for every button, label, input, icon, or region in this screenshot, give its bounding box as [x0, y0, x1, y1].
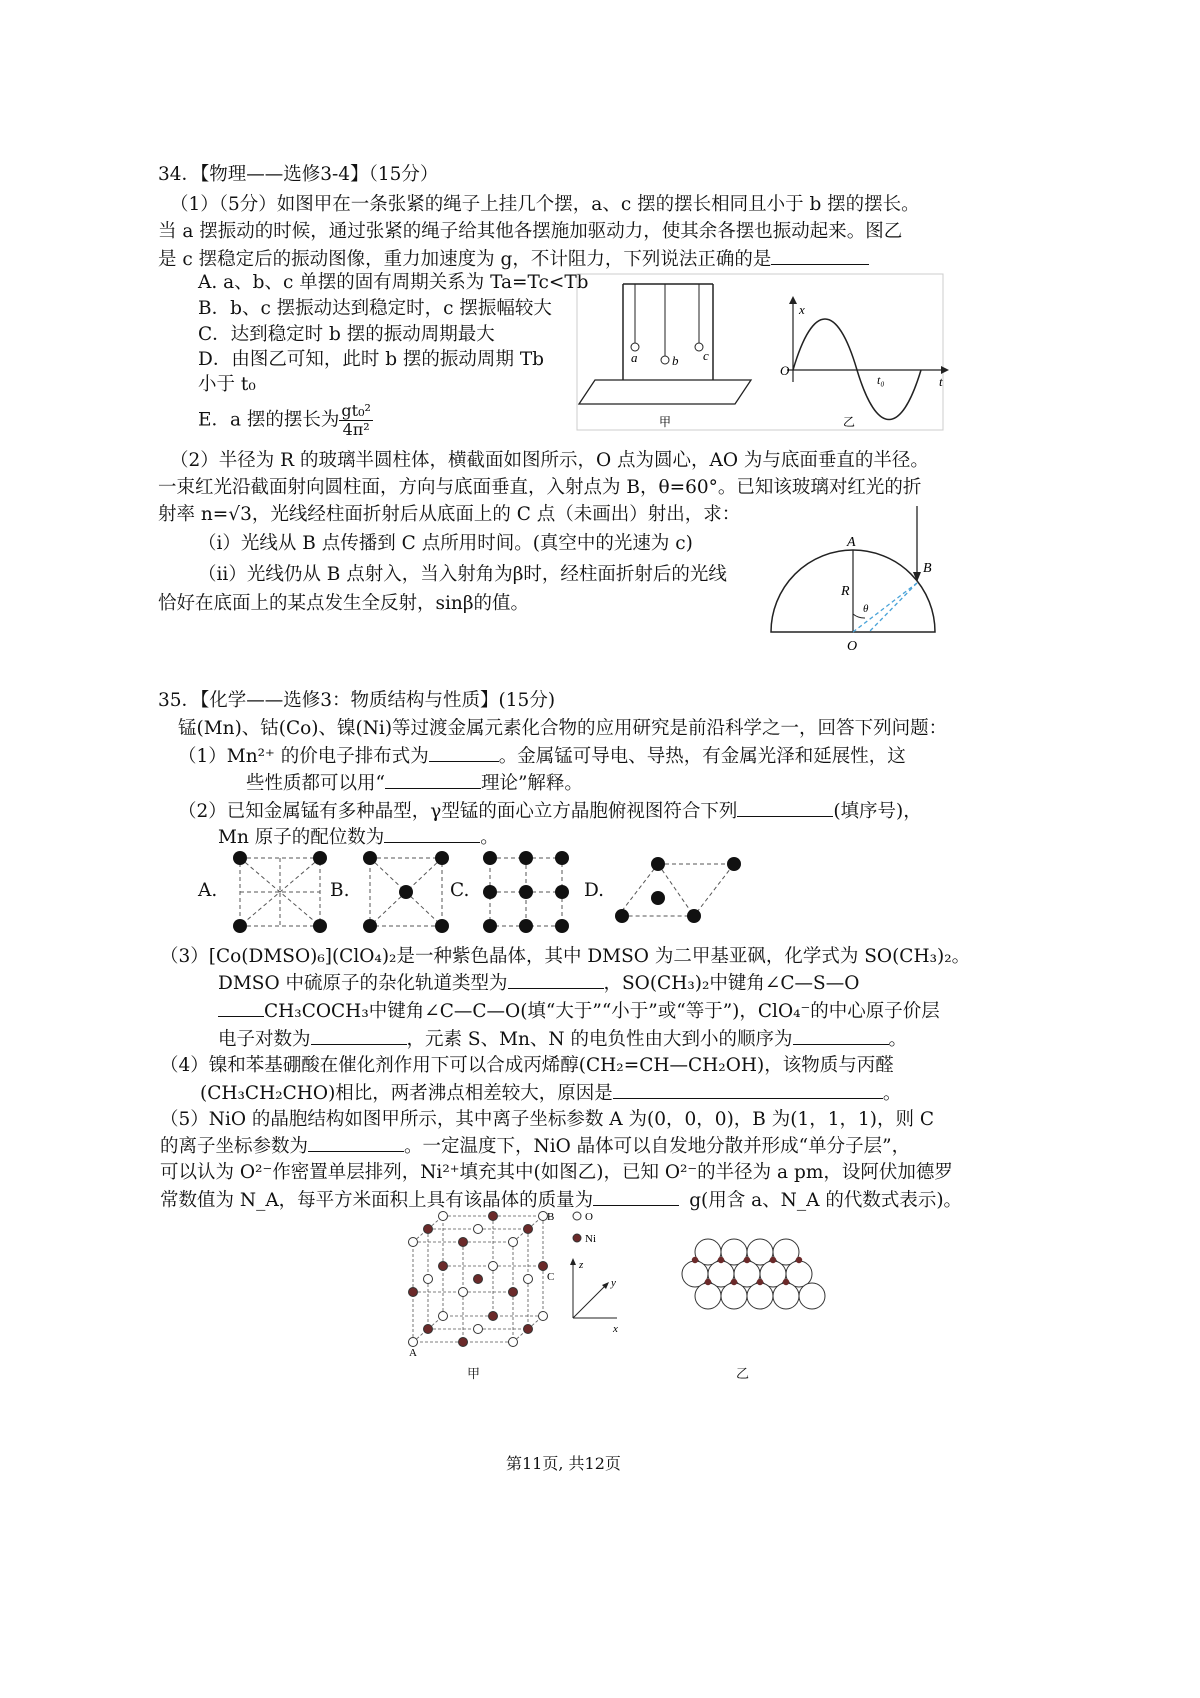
point-a-label: A [847, 535, 856, 550]
q35-s2-line1: （2）已知金属锰有多种晶型，γ型锰的面心立方晶胞俯视图符合下列 (填序号)， [178, 798, 922, 825]
q35-s2-line2: Mn 原子的配位数为 。 [218, 824, 499, 851]
answer-blank[interactable] [593, 1187, 679, 1206]
figure-yi-caption: 乙 [843, 415, 856, 429]
graph-origin-label: O [780, 363, 790, 378]
answer-blank[interactable] [508, 970, 604, 989]
radius-r-label: R [841, 584, 850, 599]
nio-figure-yi-caption: 乙 [736, 1367, 750, 1382]
nio-cell-figure [405, 1210, 665, 1359]
cube-c-label: C [547, 1271, 555, 1283]
q35-s3-line2: DMSO 中硫原子的杂化轨道类型为 ，SO(CH₃)₂中键角∠C—S—O [218, 970, 859, 997]
q34-option-b: B．b、c 摆振动达到稳定时，c 摆振幅较大 [198, 298, 552, 319]
answer-blank[interactable] [737, 798, 833, 817]
choice-b-diagram [364, 852, 454, 932]
q35-header: 35．【化学——选修3：物质结构与性质】(15分) [158, 690, 556, 711]
graph-x-label: x [799, 302, 805, 317]
figure-jia-caption: 甲 [659, 415, 672, 429]
semicircle-figure [765, 500, 945, 660]
cube-b-label: B [547, 1211, 555, 1223]
monolayer-figure [678, 1238, 828, 1348]
q35-s4-line1: （4）镍和苯基硼酸在催化剂作用下可以合成丙烯醇(CH₂=CH—CH₂OH)，该物质与丙醛 [160, 1055, 894, 1076]
legend-ni-label: Ni [585, 1233, 596, 1245]
point-o-label: O [847, 639, 858, 654]
page-number-footer: 第11页, 共12页 [506, 1454, 621, 1473]
q35-s5-line4: 常数值为 N_A，每平方米面积上具有该晶体的质量为 g(用含 a、N_A 的代数式表示)。 [160, 1187, 962, 1214]
axis-x-label: x [613, 1323, 618, 1335]
answer-blank[interactable] [429, 743, 499, 762]
q35-s5-line3: 可以认为 O²⁻作密置单层排列，Ni²⁺填充其中(如图乙)，已知 O²⁻的半径为 a pm，设阿伏加德罗 [160, 1162, 953, 1183]
pendulum-c-label: c [703, 348, 709, 363]
graph-t-label: t [939, 374, 943, 389]
q35-s5-line1: （5）NiO 的晶胞结构如图甲所示，其中离子坐标参数 A 为(0，0，0)，B 为(1，1，1)，则 C [160, 1109, 935, 1130]
choice-b-label: B. [330, 880, 350, 901]
q35-s1-line2: 些性质都可以用“ 理论”解释。 [246, 770, 583, 797]
q34-p1-line3: 是 c 摆稳定后的振动图像，重力加速度为 g，不计阻力，下列说法正确的是 [158, 246, 869, 273]
nio-figure-jia-caption: 甲 [467, 1367, 481, 1382]
q34-p2-part-ii-line1: （ii）光线仍从 B 点射入，当入射角为β时，经柱面折射后的光线 [198, 564, 727, 585]
q34-header: 34．【物理——选修3-4】（15分） [158, 164, 439, 185]
q34-p2-line3: 射率 n=√3，光线经柱面折射后从底面上的 C 点（未画出）射出，求： [158, 504, 741, 525]
q34-p2-line2: 一束红光沿截面射向圆柱面，方向与底面垂直，入射点为 B，θ=60°。已知该玻璃对红光的折 [158, 477, 922, 498]
point-b-label: B [923, 561, 932, 576]
pendulum-b-label: b [672, 353, 679, 368]
q35-s5-line2: 的离子坐标参数为 。一定温度下，NiO 晶体可以自发地分散并形成“单分子层”， [160, 1133, 910, 1160]
answer-blank[interactable] [308, 1133, 404, 1152]
q34-option-e: E．a 摆的摆长为 $\frac{\text{gt₀²}}{\text{4π²}}$ [198, 401, 371, 439]
q34-option-d-line2: 小于 t₀ [198, 374, 256, 395]
q35-s3-line3: CH₃COCH₃中键角∠C—C—O(填“大于”“小于”或“等于”)，ClO₄⁻的中心原子价层 [218, 998, 940, 1025]
q35-intro: 锰(Mn)、钴(Co)、镍(Ni)等过渡金属元素化合物的应用研究是前沿科学之一，回答下列问题： [178, 718, 948, 739]
cube-a-label: A [409, 1347, 417, 1359]
q34-p1-line2: 当 a 摆振动的时候，通过张紧的绳子给其他各摆施加驱动力，使其余各摆也振动起来。图乙 [158, 221, 903, 242]
q35-s4-line2: (CH₃CH₂CHO)相比，两者沸点相差较大，原因是 。 [200, 1080, 901, 1107]
q34-p1-line1: （1）（5分）如图甲在一条张紧的绳子上挂几个摆，a、c 摆的摆长相同且小于 b 摆的摆长。 [170, 194, 920, 215]
theta-label: θ [863, 603, 869, 615]
pendulum-a-label: a [631, 350, 638, 365]
choice-c-label: C. [450, 880, 470, 901]
answer-blank[interactable] [384, 824, 480, 843]
q34-p2-part-i: （i）光线从 B 点传播到 C 点所用时间。(真空中的光速为 c) [198, 533, 693, 554]
axis-z-label: z [579, 1259, 584, 1271]
answer-blank[interactable] [771, 246, 869, 265]
q35-s3-line1: （3）[Co(DMSO)₆](ClO₄)₂是一种紫色晶体，其中 DMSO 为二甲基亚砜，化学式为 SO(CH₃)₂。 [160, 946, 971, 967]
q34-option-d-line1: D．由图乙可知，此时 b 摆的振动周期 Tb [198, 349, 545, 370]
choice-c-diagram [484, 852, 574, 932]
pendulum-length-fraction: $\frac{\text{gt₀²}}{\text{4π²}}$ [341, 401, 371, 439]
choice-d-label: D. [584, 880, 605, 901]
answer-blank[interactable] [793, 1026, 889, 1045]
answer-blank[interactable] [311, 1026, 407, 1045]
choice-d-diagram [618, 852, 748, 932]
answer-blank[interactable] [385, 770, 481, 789]
choice-a-diagram [234, 852, 334, 932]
choice-a-label: A. [198, 880, 218, 901]
q34-p2-part-ii-line2: 恰好在底面上的某点发生全反射，sinβ的值。 [158, 593, 530, 614]
q34-option-a: A. a、b、c 单摆的固有周期关系为 Ta=Tc<Tb [198, 272, 589, 293]
axis-y-label: y [611, 1277, 616, 1289]
q35-s1-line1: （1）Mn²⁺ 的价电子排布式为 。金属锰可导电、导热，有金属光泽和延展性，这 [178, 743, 906, 770]
q34-option-c: C．达到稳定时 b 摆的振动周期最大 [198, 324, 495, 345]
graph-t0-label: t₀ [877, 373, 885, 387]
q35-s3-line4: 电子对数为 ，元素 S、Mn、N 的电负性由大到小的顺序为 。 [218, 1026, 907, 1053]
answer-blank[interactable] [218, 998, 264, 1017]
answer-blank[interactable] [613, 1080, 883, 1099]
legend-o-label: O [585, 1211, 593, 1223]
pendulum-figure [575, 272, 955, 432]
q34-p2-line1: （2）半径为 R 的玻璃半圆柱体，横截面如图所示，O 点为圆心，AO 为与底面垂直的半径。 [170, 450, 929, 471]
